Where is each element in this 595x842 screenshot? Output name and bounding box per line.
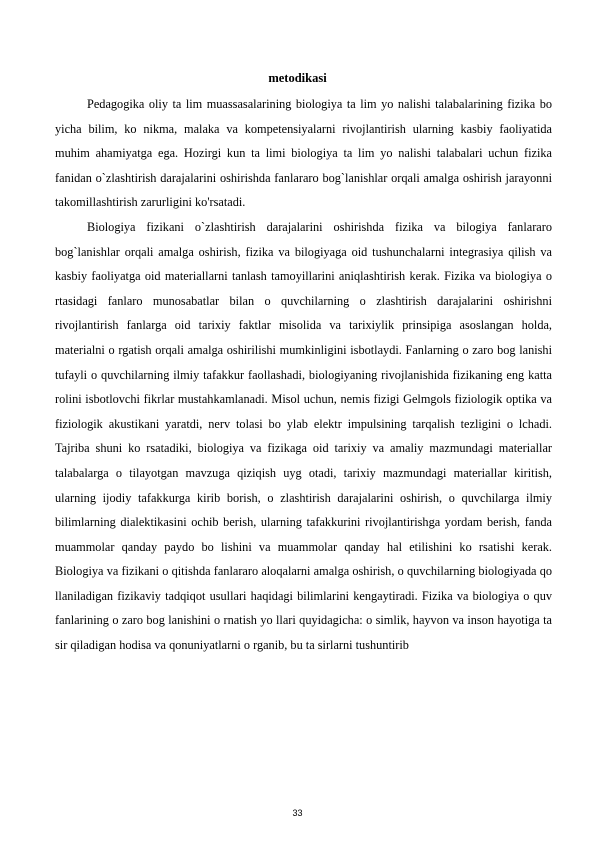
page-number: 33 (292, 808, 303, 818)
body-text (55, 92, 552, 658)
section-heading: metodikasi (268, 71, 327, 85)
paragraph-1: Pedagogika oliy ta lim muassasalarining biologiya ta lim yo nalishi talabalarining fizika bo yicha bilim, ko nikma, malaka va kompetensiyalarni rivojlantirish ularning kasbiy faoliyatida muhim ahamiyatga ega. Hozirgi kun ta limi biologiya ta lim yo nalishi talabalari uchun fizika fanidan o`zlashtirish darajalarini oshirishda fanlararo bog`lanishlar orqali amalga oshirish jarayonni takomillashtirish zarurligini ko'rsatadi. (55, 97, 552, 210)
paragraph-2: Biologiya fizikani o`zlashtirish darajalarini oshirishda fizika va bilogiya fanlararo bog`lanishlar orqali amalga oshirish, fizika va bilogiyaga oid tushunchalarni integrasiya qilish va kasbiy faoliyatga oid materiallarni tanlash tamoyillarini aniqlashtirish kerak. Fizika va biologiya o rtasidagi fanlaro munosabatlar bilan o quvchilarning o zlashtirish darajalarini oshirishni rivojlantirish fanlarga oid tarixiy faktlar misolida va tarixiylik prinsipiga asoslangan holda, materialni o rgatish orqali amalga oshirilishi mumkinligini isbotlaydi. Fanlarning o zaro bog lanishi tufayli o quvchilarning ilmiy tafakkur faollashadi, biologiyaning rivojlanishida fizikaning eng katta rolini isbotlovchi fikrlar mustahkamlanadi. Misol uchun, nemis fizigi Gelmgols fiziologik optika va fiziologik akustikani yaratdi, nerv tolasi bo ylab elektr impulsining tarqalish tezligini o lchadi. Tajriba shuni ko rsatadiki, biologiya va fizikaga oid tarixiy va amaliy mazmundagi materiallar talabalarga o tilayotgan mavzuga qiziqish uyg otadi, tarixiy mazmundagi materiallar kiritish, ularning ijodiy tafakkurga kirib borish, o zlashtirish darajalarini oshirish, o quvchilarga ilmiy bilimlarning dialektikasini ochib berish, ularning tafakkurini rivojlantirishga yordam berish, fanda muammolar qanday paydo bo lishini va muammolar qanday hal etilishini ko rsatishi kerak. Biologiya va fizikani o qitishda fanlararo aloqalarni amalga oshirish, o quvchilarning biologiyada qo llaniladigan fizikaviy tadqiqot usullari haqidagi bilimlarini kengaytiradi. Fizika va biologiya o quv fanlarining o zaro bog lanishini o rnatish yo llari quyidagicha: o simlik, hayvon va inson hayotiga ta sir qiladigan hodisa va qonuniyatlarni o rganib, bu ta sirlarni tushuntirib (55, 219, 552, 653)
